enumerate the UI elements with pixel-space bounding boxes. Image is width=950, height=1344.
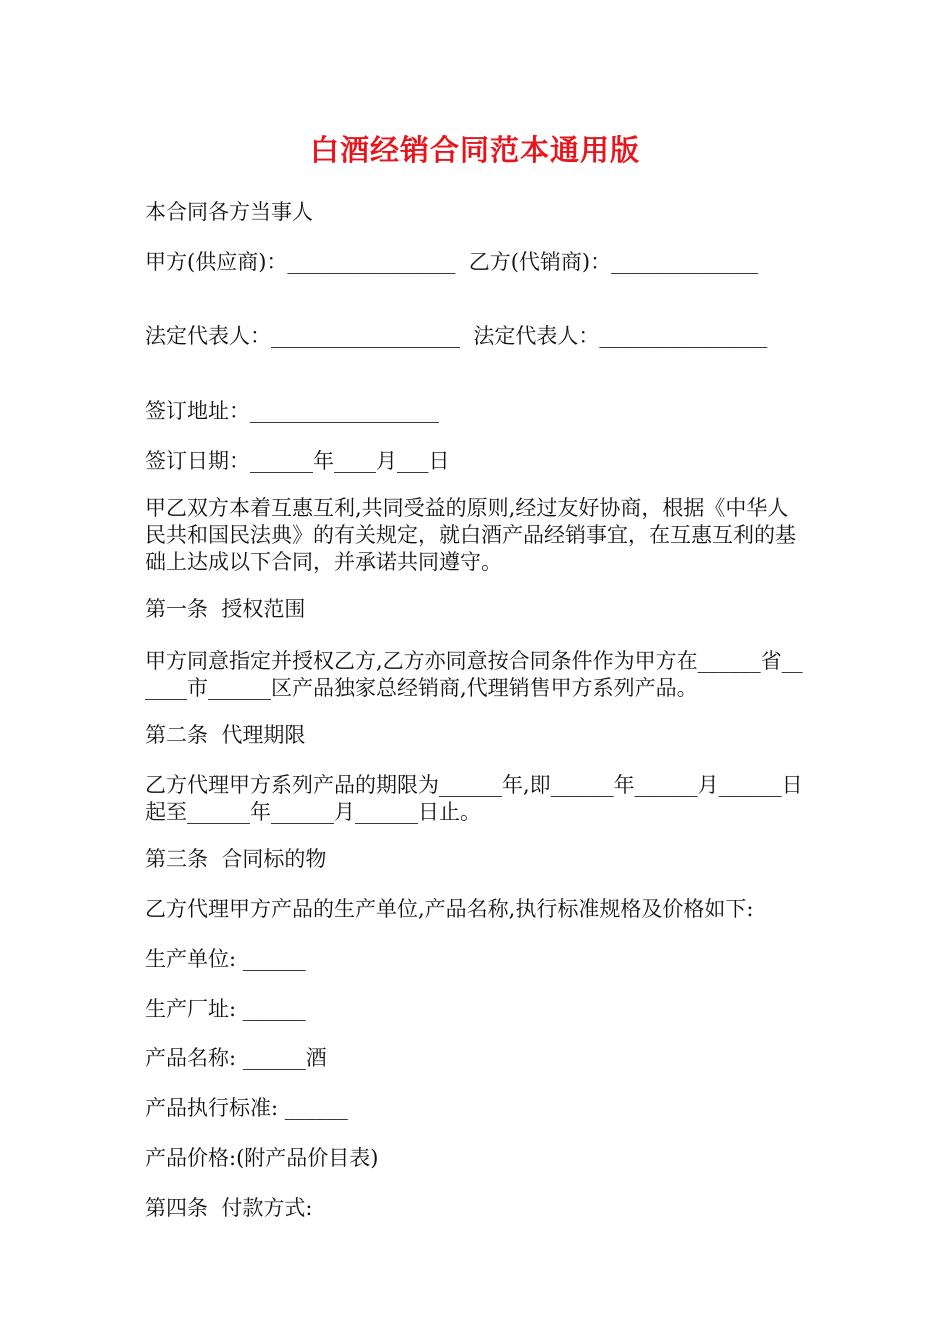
legal-representative-line: 法定代表人：__________________ 法定代表人：________________: [145, 324, 768, 348]
factory-address-line: 生产厂址: ______: [145, 997, 306, 1021]
product-standard-line: 产品执行标准: ______: [145, 1096, 348, 1120]
signing-address-line: 签订地址：__________________: [145, 399, 439, 423]
article-1-paragraph: 甲方同意指定并授权乙方,乙方亦同意按合同条件作为甲方在______省______市______区产品独家总经销商,代理销售甲方系列产品。: [145, 649, 803, 700]
party-a-b-line: 甲方(供应商)：________________ 乙方(代销商)：______________: [145, 250, 759, 274]
product-price-line: 产品价格:(附产品价目表): [145, 1146, 379, 1170]
signing-date-line: 签订日期：______年____月___日: [145, 449, 450, 473]
article-2-paragraph: 乙方代理甲方系列产品的期限为______年,即______年______月______日起至______年______月______日止。: [145, 773, 803, 824]
article-4-heading: 第四条 付款方式:: [145, 1196, 313, 1220]
article-3-heading: 第三条 合同标的物: [145, 847, 327, 871]
production-unit-line: 生产单位: ______: [145, 947, 306, 971]
article-3-paragraph: 乙方代理甲方产品的生产单位,产品名称,执行标准规格及价格如下:: [145, 897, 754, 921]
product-name-line: 产品名称: ______酒: [145, 1046, 327, 1070]
preamble-paragraph: 甲乙双方本着互惠互利,共同受益的原则,经过友好协商，根据《中华人民共和国民法典》的有关规定，就白酒产品经销事宜，在互惠互利的基础上达成以下合同，并承诺共同遵守。: [145, 496, 796, 574]
article-1-heading: 第一条 授权范围: [145, 597, 306, 621]
document-title: 白酒经销合同范本通用版: [309, 133, 640, 167]
parties-heading: 本合同各方当事人: [145, 200, 313, 224]
article-2-heading: 第二条 代理期限: [145, 723, 306, 747]
